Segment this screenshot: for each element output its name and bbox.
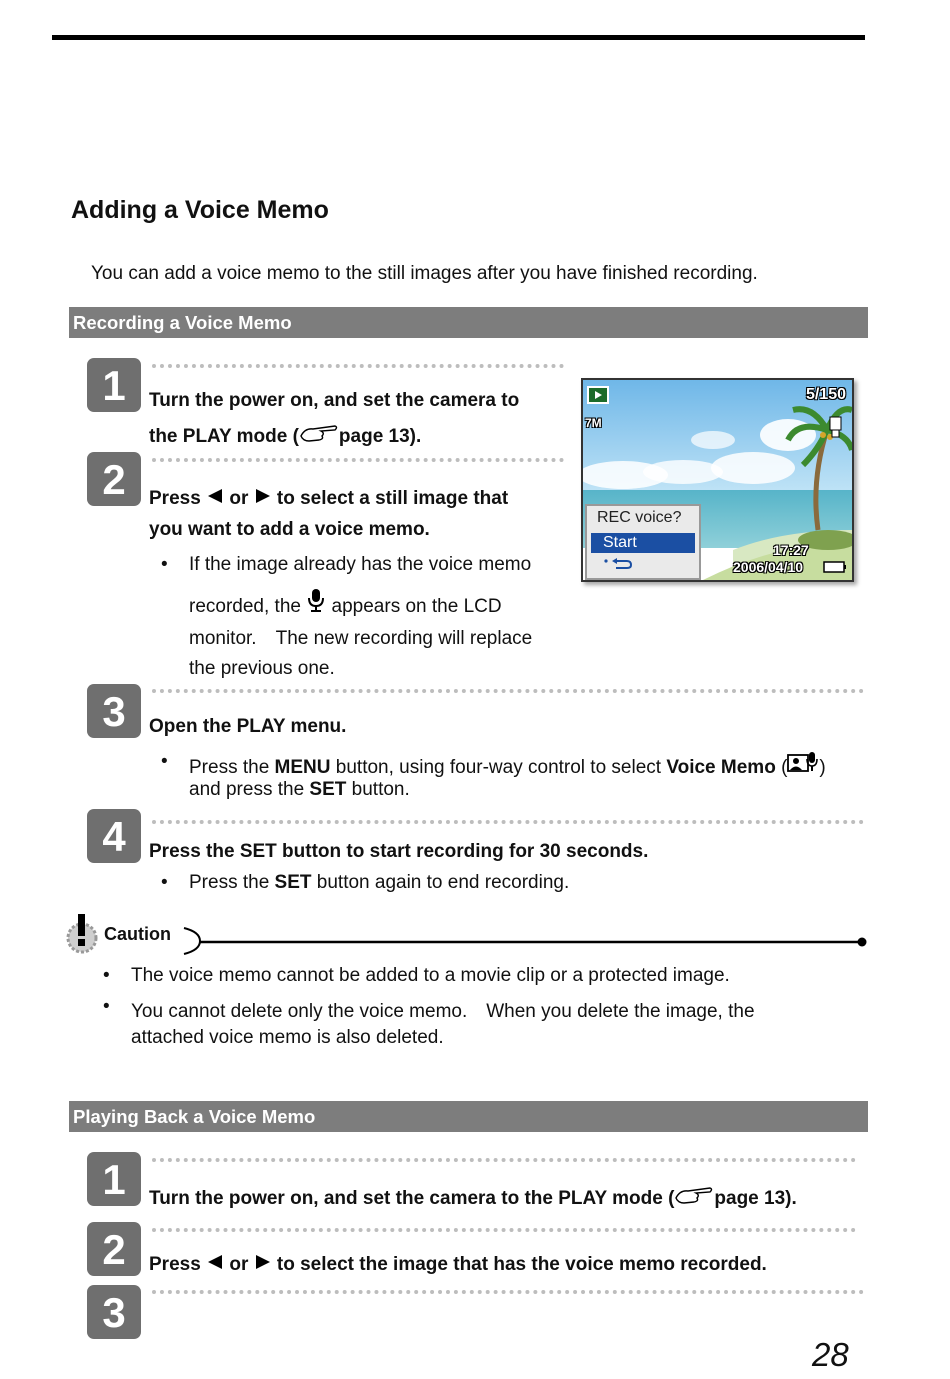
playback-step-1-text (149, 1184, 797, 1210)
divider (152, 689, 864, 693)
step-text: page 13). (714, 1188, 797, 1209)
image-size-indicator: 7M (585, 416, 602, 430)
bullet-text: The voice memo cannot be added to a movie clip or a protected image. (131, 965, 730, 986)
step-3-title: Open the PLAY menu. (149, 716, 347, 737)
caution-bullet-2: • You cannot delete only the voice memo. When you delete the image, the (103, 996, 755, 1022)
step-2-line1-rest: to select a still image that (276, 488, 509, 509)
menu-title: REC voice? (597, 509, 682, 526)
step-1-badge: 1 (87, 1152, 141, 1206)
divider (152, 364, 564, 368)
time-indicator: 17:27 (773, 542, 809, 558)
bullet-text: button again to end recording. (311, 872, 570, 893)
menu-start-option[interactable]: Start (591, 533, 695, 553)
protect-file-icon (829, 416, 843, 438)
playback-step-2-text (149, 1254, 767, 1276)
bullet-text: and press the (189, 779, 310, 800)
page-number: 28 (812, 1336, 849, 1373)
divider (152, 458, 564, 462)
right-arrow-icon (254, 1254, 272, 1270)
menu-keyword: MENU (274, 757, 331, 778)
step-2-bullet-line2 (189, 588, 502, 618)
step-text: to select the image that has the voice memo recorded. (276, 1254, 767, 1275)
return-icon[interactable] (603, 556, 633, 570)
step-2-line1 (149, 488, 508, 510)
caution-rule (182, 926, 872, 956)
step-1-line1: Turn the power on, and set the camera to (149, 390, 520, 411)
top-rule (52, 35, 865, 40)
or-label: or (229, 1254, 249, 1275)
intro-text: You can add a voice memo to the still images after you have finished recording. (91, 263, 758, 284)
left-arrow-icon (206, 488, 224, 504)
right-arrow-icon (254, 488, 272, 504)
caution-label: Caution (104, 924, 171, 944)
set-keyword: SET (309, 779, 347, 800)
voice-memo-icon (787, 751, 819, 775)
pointing-hand-icon (674, 1184, 714, 1206)
step-1-line2a: the PLAY mode ( (149, 426, 299, 447)
voice-memo-keyword: Voice Memo (666, 757, 776, 778)
press-label: Press (149, 488, 201, 509)
divider (152, 1158, 856, 1162)
divider (152, 1228, 856, 1232)
or-label: or (229, 488, 249, 509)
step-2-bullet-line1: • If the image already has the voice memo (161, 554, 532, 575)
section-header-recording: Recording a Voice Memo (69, 307, 868, 338)
step-3-badge: 3 (87, 1285, 141, 1339)
bullet-text: You cannot delete only the voice memo. When you delete the image, the (131, 1001, 755, 1022)
bullet-text: recorded, the (189, 596, 301, 617)
section-header-playback: Playing Back a Voice Memo (69, 1101, 868, 1132)
bullet-text: Press the (189, 872, 275, 893)
step-2-line2: you want to add a voice memo. (149, 519, 430, 540)
caution-bullet-2-cont: attached voice memo is also deleted. (131, 1027, 444, 1048)
microphone-icon (306, 588, 326, 614)
pointing-hand-icon (299, 422, 339, 444)
step-3-bullet-line1: • Press the MENU button, using four-way control to select Voice Memo ( ) (161, 751, 826, 778)
step-4-title: Press the SET button to start recording for 30 seconds. (149, 841, 649, 862)
caution-bullet-1: • The voice memo cannot be added to a movie clip or a protected image. (103, 965, 730, 986)
page-title: Adding a Voice Memo (71, 196, 329, 224)
press-label: Press (149, 1254, 201, 1275)
left-arrow-icon (206, 1254, 224, 1270)
step-text: Turn the power on, and set the camera to the PLAY mode ( (149, 1188, 675, 1209)
bullet-text: appears on the LCD (331, 596, 502, 617)
image-counter: 5/150 (805, 386, 846, 403)
step-2-bullet-line4: the previous one. (189, 658, 335, 679)
date-indicator: 2006/04/10 (733, 559, 804, 575)
step-2-bullet-line3: monitor. The new recording will replace (189, 628, 533, 649)
divider (152, 820, 864, 824)
bullet-text: button. (346, 779, 410, 800)
rec-voice-menu (585, 504, 701, 580)
bullet-text: ) (819, 757, 826, 778)
playback-mode-icon (587, 386, 609, 404)
camera-lcd-screenshot (581, 378, 854, 582)
step-1-line2b: page 13). (338, 426, 422, 447)
step-3-badge: 3 (87, 684, 141, 738)
caution-warning-icon (64, 912, 104, 956)
step-2-badge: 2 (87, 1222, 141, 1276)
step-3-bullet-line2 (189, 779, 410, 801)
step-1-badge: 1 (87, 358, 141, 412)
step-4-badge: 4 (87, 809, 141, 863)
divider (152, 1290, 864, 1294)
bullet-text: button, using four-way control to select (330, 757, 667, 778)
set-keyword: SET (274, 872, 312, 893)
bullet-text: ( (775, 757, 788, 778)
battery-icon (823, 561, 847, 573)
step-4-bullet: • Press the SET button again to end recording. (161, 872, 570, 893)
bullet-text: Press the (189, 757, 275, 778)
bullet-text: If the image already has the voice memo (189, 554, 532, 575)
step-1-line2 (149, 422, 421, 448)
step-2-badge: 2 (87, 452, 141, 506)
